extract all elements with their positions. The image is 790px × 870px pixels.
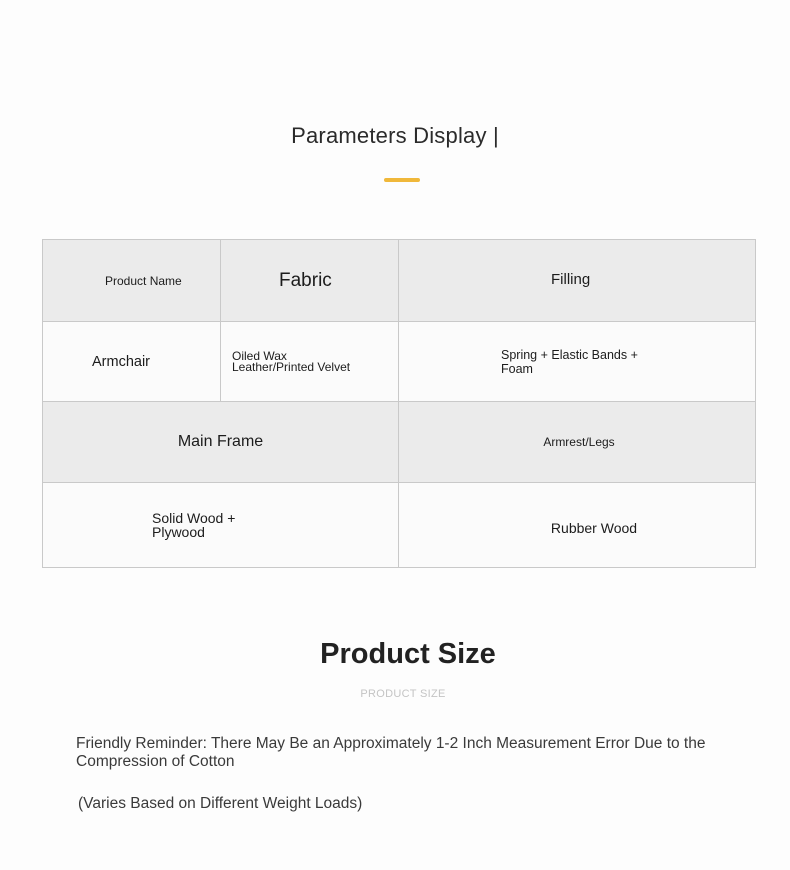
product-name-value-cell bbox=[43, 322, 221, 402]
parameters-title: Parameters Display | bbox=[291, 123, 499, 148]
fabric-label: Fabric bbox=[279, 269, 332, 291]
armrest-label: Armrest/Legs bbox=[543, 435, 615, 449]
product-name-label-cell bbox=[43, 240, 221, 322]
fabric-value: Oiled Wax Leather/Printed Velvet bbox=[232, 348, 351, 374]
main-frame-value: Solid Wood + Plywood bbox=[152, 510, 236, 540]
filling-value-cell bbox=[399, 322, 756, 402]
table-row bbox=[43, 483, 756, 568]
filling-label-cell bbox=[399, 240, 756, 322]
main-frame-label: Main Frame bbox=[177, 433, 264, 450]
product-size-subtitle: PRODUCT SIZE bbox=[360, 688, 446, 700]
measurement-reminder: Friendly Reminder: There May Be an Approximately 1-2 Inch Measurement Error Due to the Compression of Cotton bbox=[76, 735, 706, 770]
product-size-title: Product Size bbox=[320, 638, 496, 670]
table-row bbox=[43, 402, 756, 483]
weight-load-note: (Varies Based on Different Weight Loads) bbox=[78, 795, 363, 812]
armrest-label-cell bbox=[399, 402, 756, 483]
main-frame-label-cell bbox=[43, 402, 399, 483]
armrest-value-cell bbox=[399, 483, 756, 568]
fabric-value-cell bbox=[221, 322, 399, 402]
table-row bbox=[43, 240, 756, 322]
title-accent-divider bbox=[384, 178, 420, 182]
main-frame-value-cell bbox=[43, 483, 399, 568]
armrest-value: Rubber Wood bbox=[550, 520, 638, 536]
fabric-label-cell bbox=[221, 240, 399, 322]
table-row bbox=[43, 322, 756, 402]
product-name-value: Armchair bbox=[92, 353, 151, 370]
filling-label: Filling bbox=[551, 271, 591, 288]
filling-value: Spring + Elastic Bands + Foam bbox=[501, 347, 638, 376]
parameters-table bbox=[42, 239, 756, 568]
product-name-label: Product Name bbox=[105, 273, 182, 288]
